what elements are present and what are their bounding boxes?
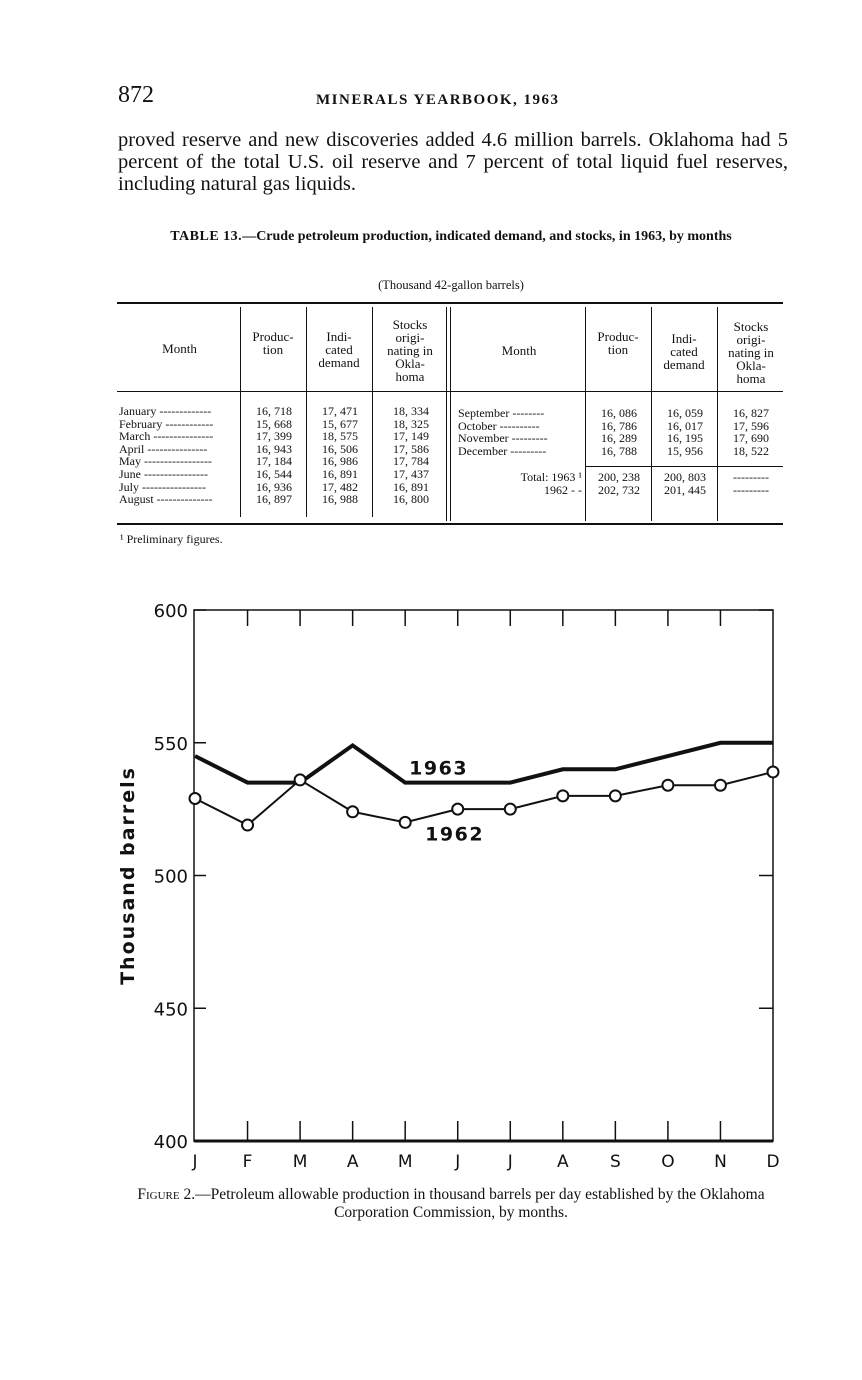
table-cell-production: 16, 718 <box>256 404 292 418</box>
y-tick-label: 400 <box>153 1132 188 1153</box>
header-line: homa <box>395 369 425 384</box>
data-point-1962 <box>768 766 779 777</box>
x-tick-label: D <box>766 1152 780 1172</box>
col-divider <box>450 307 451 521</box>
table-total-stocks: --------- <box>733 470 769 484</box>
table-cell-month: May ----------------- <box>119 454 212 469</box>
header-line: Okla- <box>395 356 425 371</box>
table-cell-production: 16, 936 <box>256 479 292 494</box>
plot-frame <box>194 610 773 1141</box>
table-cell-month: April --------------- <box>119 441 208 456</box>
col-divider <box>372 307 373 517</box>
x-tick-label: S <box>609 1152 621 1172</box>
table-cell-demand: 16, 891 <box>322 467 358 481</box>
header-line: Stocks <box>392 317 428 332</box>
data-point-1962 <box>242 820 253 831</box>
header-stocks <box>374 318 446 383</box>
header-line: origi- <box>736 332 766 347</box>
header-line: Stocks <box>733 319 769 334</box>
figure-caption <box>118 1186 784 1222</box>
data-point-1962 <box>505 804 516 815</box>
table-cell-month: September -------- <box>458 406 545 420</box>
y-tick-label: 600 <box>153 601 188 622</box>
table-cell-stocks: 18, 522 <box>733 443 769 458</box>
table-cell-demand: 16, 195 <box>667 431 703 446</box>
series-label-1963: 1963 <box>409 757 469 780</box>
header-production <box>242 330 304 356</box>
table-cell-stocks: 17, 596 <box>733 418 769 433</box>
col-divider <box>585 307 586 521</box>
table-cell-stocks: 17, 690 <box>733 431 769 446</box>
data-point-1962 <box>190 793 201 804</box>
header-line: demand <box>318 355 360 370</box>
data-point-1962 <box>715 780 726 791</box>
x-tick-label: J <box>455 1152 461 1172</box>
table-cell-production: 16, 943 <box>256 441 292 456</box>
col-divider <box>240 307 241 517</box>
figure-caption-text: —Petroleum allowable production in thousand barrels per day established by the Oklahoma Corporation Commission, by months. <box>195 1186 765 1221</box>
table-cell-month: December --------- <box>458 443 547 458</box>
table-cell-demand: 16, 986 <box>322 454 358 469</box>
table-cell-stocks: 17, 149 <box>393 429 429 444</box>
x-tick-label: N <box>714 1152 727 1172</box>
x-tick-label: J <box>507 1152 513 1172</box>
table-total-label: 1962 - - <box>544 482 582 497</box>
col-divider <box>651 307 652 521</box>
table-cell-month: July ---------------- <box>119 479 206 494</box>
table-cell-demand: 18, 575 <box>322 429 358 444</box>
table-cell-stocks: 16, 800 <box>393 492 429 507</box>
table-cell-production: 16, 788 <box>601 443 637 458</box>
col-divider <box>717 307 718 521</box>
data-point-1962 <box>557 790 568 801</box>
col-divider <box>306 307 307 517</box>
header-line: nating in <box>728 345 774 360</box>
col-divider <box>446 307 447 521</box>
table-cell-demand: 17, 482 <box>322 479 358 494</box>
data-point-1962 <box>347 806 358 817</box>
table-total-demand: 201, 445 <box>664 482 706 497</box>
table-caption <box>118 228 784 245</box>
header-month: Month <box>162 341 197 356</box>
table-total-label: Total: 1963 ¹ <box>520 470 582 484</box>
table-cell-demand: 16, 059 <box>667 406 703 420</box>
table-cell-stocks: 18, 325 <box>393 416 429 431</box>
table-cell-demand: 17, 471 <box>322 404 358 418</box>
table-cell-demand: 16, 506 <box>322 441 358 456</box>
table-total-stocks: --------- <box>733 482 769 497</box>
data-point-1962 <box>662 780 673 791</box>
table-total-production: 202, 732 <box>598 482 640 497</box>
series-line-1962 <box>195 772 773 825</box>
table-cell-production: 17, 184 <box>256 454 292 469</box>
table-cell-production: 15, 668 <box>256 416 292 431</box>
table-cell-stocks: 17, 437 <box>393 467 429 481</box>
table-cell-production: 16, 786 <box>601 418 637 433</box>
table-total-demand: 200, 803 <box>664 470 706 484</box>
table-cell-demand: 16, 988 <box>322 492 358 507</box>
x-tick-label: A <box>346 1152 359 1172</box>
data-point-1962 <box>295 774 306 785</box>
table-cell-production: 16, 897 <box>256 492 292 507</box>
table-cell-month: January ------------- <box>119 404 212 418</box>
header-line: Okla- <box>736 358 766 373</box>
table-cell-month: November --------- <box>458 431 548 446</box>
data-point-1962 <box>400 817 411 828</box>
table-cell-production: 17, 399 <box>256 429 292 444</box>
table-cell-month: June ---------------- <box>119 467 208 481</box>
table-cell-stocks: 18, 334 <box>393 404 429 418</box>
table-caption-text: —Crude petroleum production, indicated demand, and stocks, in 1963, by months <box>242 229 732 244</box>
table-cell-production: 16, 086 <box>601 406 637 420</box>
header-line: nating in <box>387 343 433 358</box>
table-cell-demand: 15, 956 <box>667 443 703 458</box>
y-tick-label: 450 <box>153 999 188 1021</box>
x-tick-label: A <box>556 1152 569 1172</box>
table-cell-month: August -------------- <box>119 492 213 507</box>
table-footnote: ¹ Preliminary figures. <box>120 532 223 546</box>
data-point-1962 <box>610 790 621 801</box>
header-line: Produc- <box>597 329 639 344</box>
series-label-1962: 1962 <box>425 823 485 846</box>
table-total-production: 200, 238 <box>598 470 640 484</box>
figure-label: Figure 2. <box>137 1186 196 1203</box>
header-line: tion <box>262 342 284 357</box>
totals-rule <box>585 466 783 467</box>
header-line: Indi- <box>671 331 697 346</box>
x-tick-label: M <box>292 1152 308 1172</box>
line-chart <box>110 590 790 1180</box>
x-tick-label: O <box>661 1152 675 1172</box>
header-line: Produc- <box>252 329 294 344</box>
table-cell-stocks: 17, 784 <box>393 454 429 469</box>
table-cell-production: 16, 289 <box>601 431 637 446</box>
x-tick-label: F <box>242 1152 253 1172</box>
x-tick-label: J <box>192 1152 198 1172</box>
running-title: MINERALS YEARBOOK, 1963 <box>316 92 560 108</box>
header-line: Indi- <box>326 329 352 344</box>
series-line-1963 <box>195 743 773 783</box>
y-axis-label: Thousand barrels <box>117 766 139 985</box>
table-cell-stocks: 16, 827 <box>733 406 769 420</box>
x-tick-label: M <box>397 1152 413 1172</box>
body-paragraph: proved reserve and new discoveries added 4.6 million barrels. Oklahoma had 5 percent of the total U.S. oil reserve and 7 percent of total liquid fuel reserves, including natural gas liquids. <box>118 129 788 195</box>
table-cell-demand: 15, 677 <box>322 416 358 431</box>
table-cell-production: 16, 544 <box>256 467 292 481</box>
header-production <box>587 318 649 356</box>
data-table <box>117 302 783 526</box>
table-units: (Thousand 42-gallon barrels) <box>378 278 524 292</box>
header-line: demand <box>663 357 705 372</box>
header-line: tion <box>607 342 629 357</box>
page-number: 872 <box>118 82 154 108</box>
table-cell-stocks: 17, 586 <box>393 441 429 456</box>
header-demand <box>308 330 370 369</box>
header-demand <box>653 332 715 371</box>
header-month: Month <box>501 343 537 358</box>
table-cell-month: October ---------- <box>458 418 540 433</box>
header-line: homa <box>736 371 766 386</box>
table-bottom-rule <box>117 523 783 525</box>
data-point-1962 <box>452 804 463 815</box>
table-cell-month: February ------------ <box>119 416 214 431</box>
header-line: cated <box>325 342 353 357</box>
table-top-rule <box>117 302 783 304</box>
table-cell-demand: 16, 017 <box>667 418 703 433</box>
table-cell-month: March --------------- <box>119 429 214 444</box>
header-line: origi- <box>395 330 425 345</box>
y-tick-label: 500 <box>153 866 188 888</box>
header-line: cated <box>670 344 698 359</box>
table-label: TABLE 13. <box>170 229 243 244</box>
header-stocks <box>719 320 783 385</box>
table-cell-stocks: 16, 891 <box>393 479 429 494</box>
y-tick-label: 550 <box>153 733 188 755</box>
